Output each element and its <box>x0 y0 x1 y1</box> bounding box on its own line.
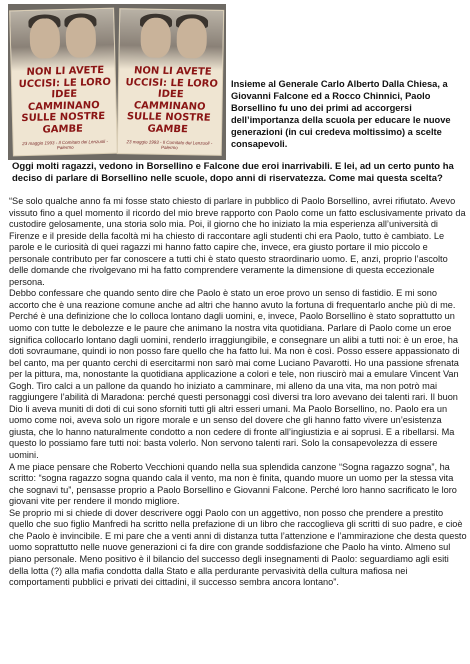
interview-question: Oggi molti ragazzi, vedono in Borsellino e Falcone due eroi inarrivabili. E lei, ad un certo punto ha deciso di parlare di Borsellino nelle scuole, dopo anni di riservatezza. Come mai questa scelta? <box>12 161 454 184</box>
poster-footer: 23 maggio 1993 - Il Comitato dei Lenzuoli - Palermo <box>126 139 213 151</box>
answer-body <box>9 196 467 589</box>
portrait-image <box>10 9 115 72</box>
poster-slogan: NON LI AVETE UCCISI: LE LORO IDEE CAMMINANO SULLE NOSTRE GAMBE <box>18 64 112 136</box>
answer-paragraph: “Se solo qualche anno fa mi fosse stato chiesto di parlare in pubblico di Paolo Borsellino, avrei rifiutato. Avevo vissuto fino a quel momento il ricordo del mio breve rapporto con Paolo come un fatto esclusivamente privato da custodire gelosamente, una storia solo mia. Poi, il giorno che ho iniziato la mia esperienza all’università di Firenze e il preside della facoltà mi ha chiesto di raccontare agli studenti chi era Paolo, tutto è cambiato. Le parole e le curiosità di quei ragazzi mi hanno fatto capire che, invece, era giusto portare il mio piccolo e personale contributo per far conoscere a tutti chi è stato questo straordinario uomo. E, anzi, proprio l’ascolto delle domande che rivolgevano mi ha fatto comprendere veramente la dimensione di questa eccezionale persona. <box>9 196 466 287</box>
answer-paragraph: A me piace pensare che Roberto Vecchioni quando nella sua splendida canzone “Sogna ragazzo sogna”, ha scritto: “sogna ragazzo sogna quando cala il vento, ma non è finita, quando muore un uomo per la stessa vita che sognavi tu”, pensasse proprio a Paolo Borsellino e Giovanni Falcone. Perché loro hanno sacrificato le loro giovani vite per rendere il mondo migliore. <box>9 461 457 507</box>
intro-text: Insieme al Generale Carlo Alberto Dalla Chiesa, a Giovanni Falcone ed a Rocco Chinnici, Paolo Borsellino fu uno dei primi ad accorgersi dell’importanza della scuola per educare le nuove generazioni (in cui credeva moltissimo) a scelte consapevoli. <box>231 79 451 149</box>
poster-slogan: NON LI AVETE UCCISI: LE LORO IDEE CAMMINANO SULLE NOSTRE GAMBE <box>125 65 219 135</box>
answer-paragraph: Se proprio mi si chiede di dover descrivere oggi Paolo con un aggettivo, non posso che prendere a prestito quello che suo figlio Manfredi ha scritto nella prefazione di un libro che raccoglieva gli scritti di suo padre, e cioè che Paolo è invincibile. E mi pare che a venti anni di distanza tutta l’attenzione e l’ammirazione che desta questo uomo soprattutto nelle nuove generazioni ci fa dire con grande soddisfazione che Paolo ha vinto. Almeno sul piano personale. Meno positivo è il bilancio del successo degli insegnamenti di Paolo: seguardiamo agli esiti della lotta (?) alla mafia condotta dalla Stato e alla perdurante pervasività della cultura mafiosa nei comportamenti pubblici e privati dei cittadini, il successo sembra ancora lontano”. <box>9 507 467 588</box>
poster-photo <box>8 4 226 160</box>
poster-footer: 23 maggio 1993 - Il Comitato dei Lenzuoli - Palermo <box>22 138 109 151</box>
protest-poster-right <box>118 9 223 155</box>
answer-paragraph: Debbo confessare che quando sento dire che Paolo è stato un eroe provo un senso di fastidio. E mi sono accorto che è una reazione comune anche ad altri che hanno avuto la fortuna di frequentarlo anche più di me. Perché è una definizione che lo colloca lontano dagli uomini, e, invece, Paolo Borsellino è stato soprattutto un uomo con tutte le debolezze e le paure che animano la nostra vita quotidiana. Parlare di Paolo come un eroe significa collocarlo lontano dagli uomini, renderlo irraggiungibile, e consegnare un alibi a tutti noi: è un eroe, ha doti sovraumane, quindi io non posso fare quello che ha fatto lui. Ma non è così. Posso essere appassionato di bel canto, ma per quanto cerchi di esercitarmi non sarò mai come Luciano Pavarotti. Ho una passione sfrenata per la pittura, ma, nonostante la quotidiana applicazione a colori e tele, non riuscirò mai a emulare Vincent Van Gogh. Tiro calci a un pallone da quando ho iniziato a camminare, mi alleno da una vita, ma non potrò mai raggiungere l’abilità di Maradona: perché questi personaggi così diversi tra loro avevano dei talenti rari. Il buon Dio li aveva muniti di doti di cui sono sforniti tutti gli altri esseri umani. Ma Paolo Borsellino, no. Paolo era un uomo come noi, aveva solo un rigore morale e un senso del dovere che gli hanno fatto vivere un’esistenza giusta, che lo hanno naturalmente condotto a non cedere di fronte all’ingiustizia e ai soprusi. E a ribellarsi. Ma questo lo possiamo fare tutti noi: basta volerlo. Non servono talenti rari. Solo la consapevolezza di essere uomini. <box>9 288 460 461</box>
portrait-image <box>119 9 223 71</box>
protest-poster-left <box>10 9 117 156</box>
